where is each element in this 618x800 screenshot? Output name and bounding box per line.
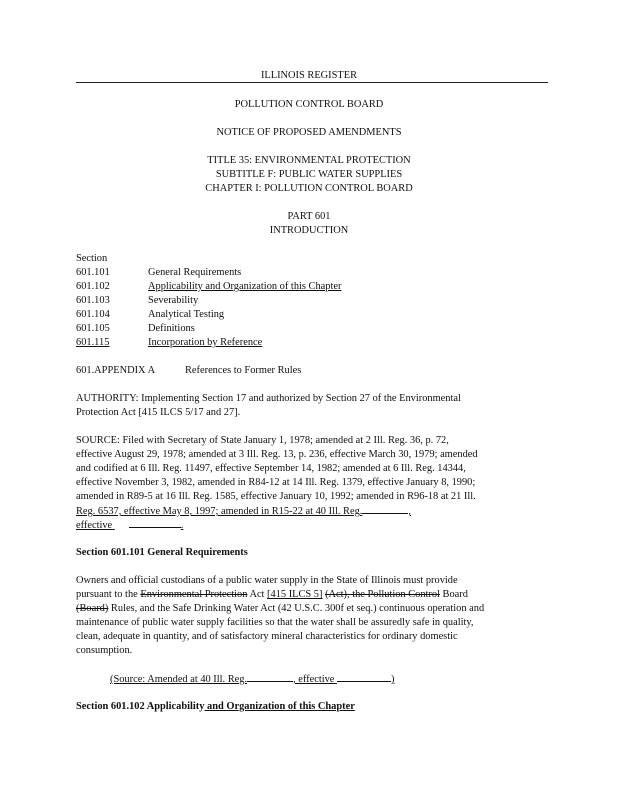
section-101-line-2 bbox=[76, 588, 552, 602]
section-101-source-note bbox=[110, 672, 395, 687]
toc-title: General Requirements bbox=[148, 267, 242, 278]
blank-line bbox=[362, 504, 408, 514]
toc-number: 601.105 bbox=[76, 323, 110, 334]
struck-text: (Act), the Pollution Control bbox=[325, 589, 440, 600]
title-line-2: SUBTITLE F: PUBLIC WATER SUPPLIES bbox=[215, 169, 403, 180]
source-effective-label: effective bbox=[76, 520, 113, 531]
toc-number: 601.101 bbox=[76, 267, 110, 278]
source-line: and codified at 6 Ill. Reg. 11497, effective September 14, 1982; amended at 6 Ill. Reg. 14344, bbox=[76, 463, 466, 474]
blank-line bbox=[337, 672, 391, 682]
notice-title: NOTICE OF PROPOSED AMENDMENTS bbox=[216, 127, 402, 138]
toc-title: Incorporation by Reference bbox=[148, 337, 263, 348]
text-run: pursuant to the bbox=[76, 589, 141, 600]
blank-line bbox=[247, 672, 293, 682]
text-run: Act bbox=[247, 589, 268, 600]
section-101-line-4: maintenance of public water supply facilities so that the water shall be assuredly safe in quality, bbox=[76, 617, 474, 628]
source-effective-line bbox=[76, 518, 552, 533]
source-line: effective August 29, 1978; amended at 3 Ill. Reg. 13, p. 236, effective March 30, 1979; amended bbox=[76, 449, 478, 460]
blank-line bbox=[129, 518, 181, 528]
struck-text: (Board) bbox=[76, 603, 109, 614]
section-101-heading: Section 601.101 General Requirements bbox=[76, 547, 248, 558]
inserted-heading-text: and Organization of this Chapter bbox=[204, 701, 355, 712]
note-text: ) bbox=[391, 674, 395, 685]
toc-number: 601.102 bbox=[76, 281, 110, 292]
appendix-label: 601.APPENDIX A bbox=[76, 365, 156, 376]
text-run: Board bbox=[439, 589, 468, 600]
title-line-1: TITLE 35: ENVIRONMENTAL PROTECTION bbox=[207, 155, 411, 166]
toc-title: Definitions bbox=[148, 323, 195, 334]
title-line-3: CHAPTER I: POLLUTION CONTROL BOARD bbox=[205, 183, 413, 194]
appendix-title: References to Former Rules bbox=[185, 365, 302, 376]
section-101-line-1: Owners and official custodians of a public water supply in the State of Illinois must provide bbox=[76, 575, 458, 586]
source-line: effective November 3, 1982, amended in R84-12 at 14 Ill. Reg. 1379, effective January 8, 1990; bbox=[76, 477, 476, 488]
note-text: (Source: Amended at 40 Ill. Reg. bbox=[110, 674, 248, 685]
note-text: , effective bbox=[293, 674, 335, 685]
source-line: SOURCE: Filed with Secretary of State January 1, 1978; amended at 2 Ill. Reg. 36, p. 72, bbox=[76, 435, 449, 446]
board-name: POLLUTION CONTROL BOARD bbox=[234, 99, 384, 110]
toc-heading: Section bbox=[76, 253, 108, 264]
inserted-text: [415 ILCS 5] bbox=[267, 589, 323, 600]
toc-number: 601.104 bbox=[76, 309, 110, 320]
part-number: PART 601 bbox=[287, 211, 331, 222]
toc-number: 601.103 bbox=[76, 295, 110, 306]
text-run: Rules, and the Safe Drinking Water Act (42 U.S.C. 300f et seq.) continuous operation and bbox=[108, 603, 485, 614]
section-101-line-3 bbox=[76, 602, 552, 616]
source-amend-text: Reg. 6537, effective May 8, 1997; amended in R15-22 at 40 Ill. Reg. bbox=[76, 506, 363, 517]
heading-text: Section 601.102 Applicability bbox=[76, 701, 205, 712]
source-line: amended in R89-5 at 16 Ill. Reg. 1585, effective January 10, 1992; amended in R96-18 at 21 Ill. bbox=[76, 491, 476, 502]
authority-line-2: Protection Act [415 ILCS 5/17 and 27]. bbox=[76, 407, 241, 418]
toc-title: Applicability and Organization of this Chapter bbox=[148, 281, 342, 292]
toc-title: Severability bbox=[148, 295, 199, 306]
section-101-line-5: clean, adequate in quantity, and of satisfactory mineral characteristics for ordinary domestic bbox=[76, 631, 458, 642]
section-102-heading bbox=[76, 700, 552, 714]
source-line-amended: Reg. 6537, effective May 8, 1997; amended in R15-22 at 40 Ill. Reg. , bbox=[76, 506, 411, 517]
part-name: INTRODUCTION bbox=[269, 225, 349, 236]
source-end: . bbox=[180, 520, 184, 531]
authority-line-1: AUTHORITY: Implementing Section 17 and authorized by Section 27 of the Environmental bbox=[76, 393, 461, 404]
struck-text: Environmental Protection bbox=[140, 589, 248, 600]
register-title: ILLINOIS REGISTER bbox=[260, 70, 358, 81]
toc-title: Analytical Testing bbox=[148, 309, 225, 320]
section-101-line-6: consumption. bbox=[76, 645, 133, 656]
toc-number: 601.115 bbox=[76, 337, 110, 348]
